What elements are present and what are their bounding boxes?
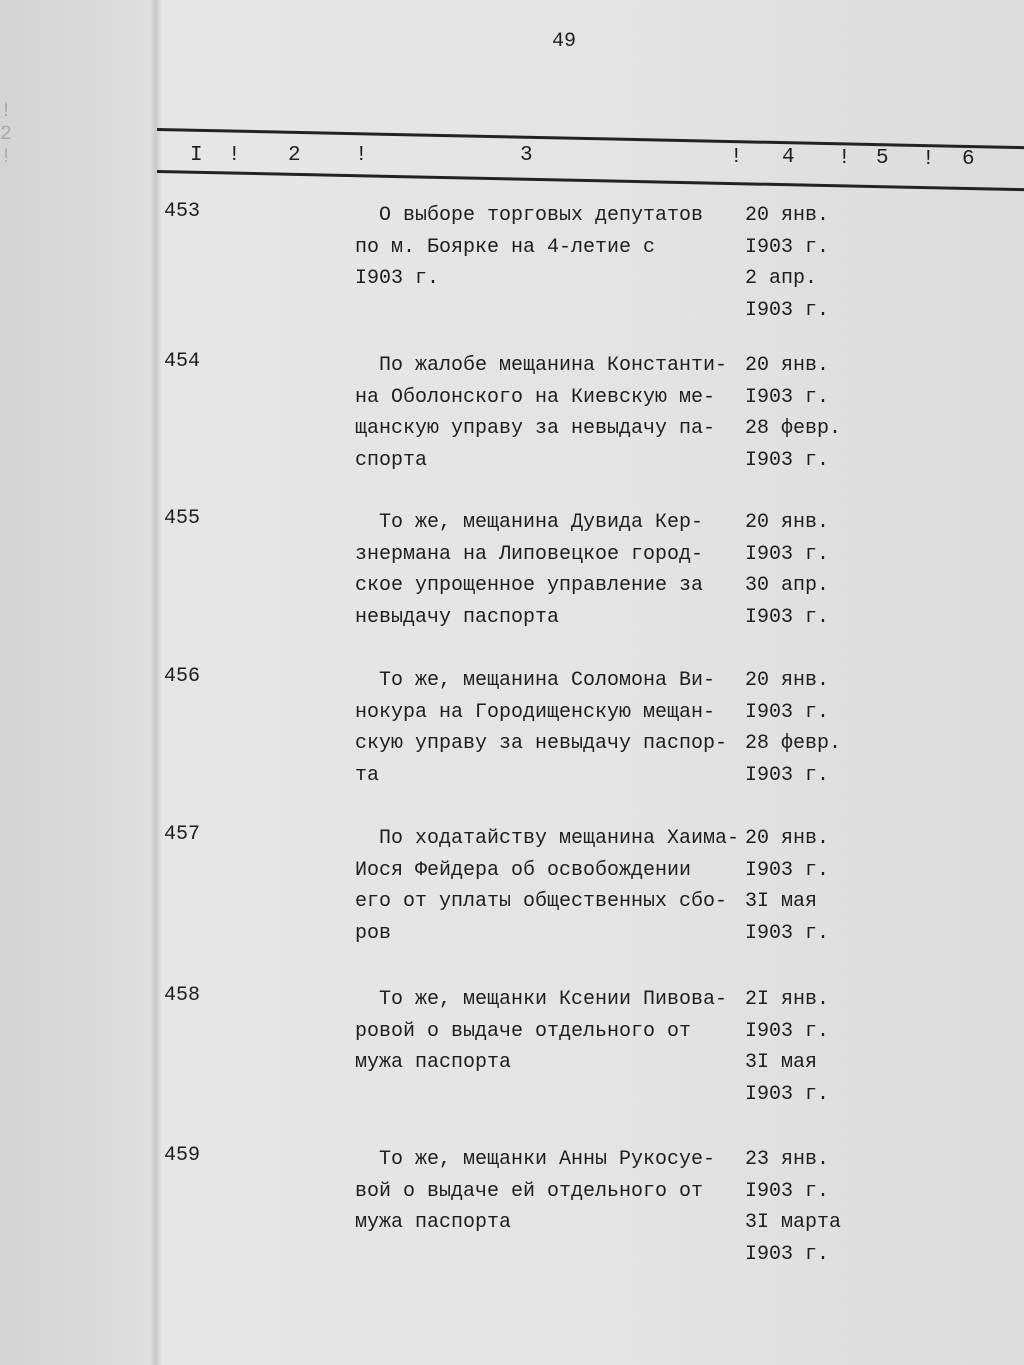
- description-line: нокура на Городищенскую мещан-: [355, 700, 716, 724]
- date-line: 28 февр.: [745, 732, 842, 755]
- description-line: мужа паспорта: [355, 1211, 512, 1234]
- date-line: 20 янв.: [745, 204, 830, 227]
- description-line: По ходатайству мещанина Хаима-: [355, 827, 740, 850]
- header-separator: !: [838, 147, 851, 170]
- header-separator: !: [355, 144, 368, 167]
- description-line: скую управу за невыдачу паспор-: [355, 732, 728, 755]
- description-line: То же, мещанки Анны Рукосуе-: [355, 1148, 716, 1171]
- date-line: I903 г.: [745, 235, 830, 259]
- date-line: I903 г.: [745, 763, 830, 787]
- entry-dates: [745, 1144, 841, 1270]
- date-line: I903 г.: [745, 1019, 830, 1043]
- entry-description: [355, 350, 727, 476]
- entry-number: 454: [164, 350, 201, 373]
- date-line: I903 г.: [745, 542, 830, 566]
- entry-dates: [745, 823, 829, 949]
- entry-dates: [745, 665, 841, 791]
- header-col-6: 6: [962, 148, 975, 171]
- date-line: 3I марта: [745, 1211, 842, 1234]
- header-col-3: 3: [520, 144, 533, 167]
- date-line: 20 янв.: [745, 669, 830, 692]
- header-bottom-rule: [157, 170, 1024, 191]
- entry-dates: [745, 200, 829, 326]
- entry-description: [355, 200, 703, 295]
- description-line: мужа паспорта: [355, 1051, 512, 1074]
- back-page-header: ! 2 !: [0, 100, 53, 169]
- date-line: I903 г.: [745, 921, 830, 945]
- header-separator: !: [730, 146, 743, 169]
- entry-description: [355, 823, 739, 949]
- description-line: ровой о выдаче отдельного от: [355, 1019, 692, 1043]
- entry-number: 455: [164, 507, 201, 530]
- header-col-4: 4: [782, 146, 795, 169]
- date-line: I903 г.: [745, 298, 830, 322]
- date-line: I903 г.: [745, 1242, 830, 1266]
- date-line: 20 янв.: [745, 354, 830, 377]
- description-line: То же, мещанина Дувида Кер-: [355, 511, 704, 534]
- date-line: 28 февр.: [745, 417, 842, 440]
- header-col-5: 5: [876, 147, 889, 170]
- description-line: знермана на Липовецкое город-: [355, 542, 704, 566]
- date-line: 20 янв.: [745, 827, 830, 850]
- entry-number: 456: [164, 665, 201, 688]
- date-line: 3I мая: [745, 1051, 818, 1074]
- date-line: I903 г.: [745, 605, 830, 629]
- description-line: По жалобе мещанина Константи-: [355, 354, 728, 377]
- description-line: Иося Фейдера об освобождении: [355, 858, 692, 882]
- description-line: щанскую управу за невыдачу па-: [355, 417, 716, 440]
- entry-description: [355, 665, 727, 791]
- description-line: по м. Боярке на 4-летие с: [355, 235, 656, 259]
- entry-number: 458: [164, 984, 201, 1007]
- date-line: 2 апр.: [745, 267, 818, 290]
- entry-dates: [745, 350, 841, 476]
- header-col-2: 2: [288, 144, 301, 167]
- description-line: та: [355, 763, 380, 787]
- entry-description: [355, 984, 727, 1079]
- description-line: спорта: [355, 448, 428, 472]
- description-line: вой о выдаче ей отдельного от: [355, 1179, 704, 1203]
- date-line: I903 г.: [745, 385, 830, 409]
- date-line: I903 г.: [745, 858, 830, 882]
- entry-dates: [745, 507, 829, 633]
- date-line: I903 г.: [745, 1179, 830, 1203]
- date-line: I903 г.: [745, 448, 830, 472]
- entry-dates: [745, 984, 829, 1110]
- date-line: I903 г.: [745, 1082, 830, 1106]
- date-line: 23 янв.: [745, 1148, 830, 1171]
- description-line: То же, мещанина Соломона Ви-: [355, 669, 716, 692]
- entry-number: 457: [164, 823, 201, 846]
- date-line: 3I мая: [745, 890, 818, 913]
- date-line: 20 янв.: [745, 511, 830, 534]
- description-line: То же, мещанки Ксении Пивова-: [355, 988, 728, 1011]
- header-separator: !: [228, 144, 241, 167]
- header-col-1: I: [190, 144, 203, 167]
- entry-number: 453: [164, 200, 201, 223]
- description-line: ров: [355, 921, 392, 945]
- date-line: I903 г.: [745, 700, 830, 724]
- entry-description: [355, 507, 703, 633]
- description-line: на Оболонского на Киевскую ме-: [355, 385, 716, 409]
- description-line: ское упрощенное управление за: [355, 574, 704, 597]
- description-line: невыдачу паспорта: [355, 605, 560, 629]
- date-line: 30 апр.: [745, 574, 830, 597]
- description-line: его от уплаты общественных сбо-: [355, 890, 728, 913]
- entry-number: 459: [164, 1144, 201, 1167]
- header-separator: !: [922, 148, 935, 171]
- description-line: I903 г.: [355, 267, 440, 290]
- description-line: О выборе торговых депутатов: [355, 204, 704, 227]
- date-line: 2I янв.: [745, 988, 830, 1011]
- entry-description: [355, 1144, 715, 1239]
- page-number: 49: [552, 30, 577, 53]
